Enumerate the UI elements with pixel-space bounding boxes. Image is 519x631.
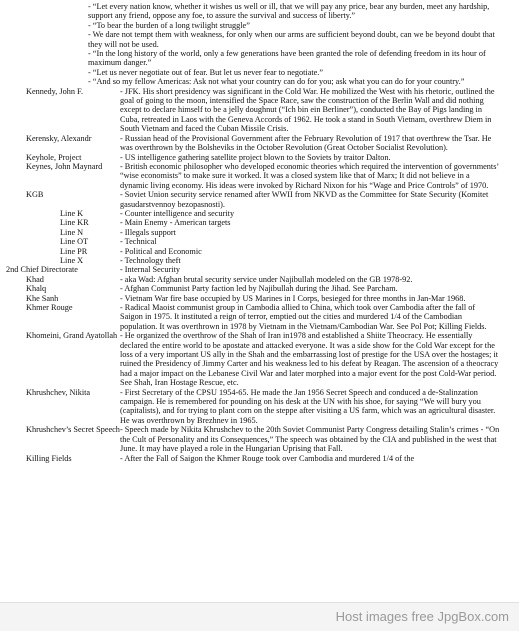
glossary-entry <box>0 275 519 284</box>
line-term: Line K <box>60 208 84 218</box>
kgb-line-entry <box>0 237 519 246</box>
glossary-entry <box>0 162 519 190</box>
entry-desc: - aka Wad: Afghan brutal security service under Najibullah modeled on the GB 1978-92. <box>120 274 413 284</box>
entry-term: Kennedy, John F. <box>26 86 84 96</box>
line-desc: - Technology theft <box>120 255 181 265</box>
glossary-entry <box>0 153 519 162</box>
entry-term: Keynes, John Maynard <box>26 161 103 171</box>
line-desc: - Main Enemy - American targets <box>120 218 231 228</box>
entry-desc: - British economic philosopher who developed economic theories which required the intervention of governments’ “wise economists” to make sure it worked. It was a closed system like that of Marx; It did not believe in a dynamic living economy. His ideas were invoked by Richard Nixon for his “Wage and Price Controls” of 1970. <box>120 161 499 190</box>
glossary-entry <box>0 303 519 331</box>
kennedy-quotes <box>88 2 508 87</box>
glossary-entry <box>0 190 519 209</box>
entry-term: Kerensky, Alexandr <box>26 133 92 143</box>
entry-term: Keyhole, Project <box>26 152 82 162</box>
glossary-entry <box>0 388 519 426</box>
line-term: Line N <box>60 227 84 237</box>
entry-desc: - Radical Maoist communist group in Cambodia allied to China, which took over Cambodia after the fall of Saigon in 1975. It instituted a reign of terror, emptied out the cities and murdered 1/4 of the Cambodian population. It was overthrown in 1978 by Vietnam in the Vietnam/Cambodian War. See Pol Pot; Killing Fields. <box>120 303 487 331</box>
entry-term: Khomeini, Grand Ayatollah <box>26 331 118 341</box>
line-desc: - Illegals support <box>120 227 176 237</box>
kgb-line-entry <box>0 218 519 227</box>
entry-term: Khrushchev, Nikita <box>26 387 91 397</box>
watermark-bar <box>0 602 519 631</box>
entry-desc: - After the Fall of Saigon the Khmer Rouge took over Cambodia and murdered 1/4 of the <box>120 453 415 463</box>
quote-line: - “And so my fellow Americas: Ask not what your country can do for you; ask what you can do for your country.” <box>88 77 465 87</box>
watermark-text: Host images free JpgBox.com <box>335 609 509 624</box>
line-term: Line X <box>60 255 84 265</box>
quote-line: - We dare not tempt them with weakness, for only when our arms are sufficient beyond doubt, can we be beyond doubt that they will not be used. <box>88 30 495 49</box>
quote-line: - “Let us never negotiate out of fear. But let us never fear to negotiate.” <box>88 67 324 77</box>
entry-desc: - Speech made by Nikita Khrushchev to the 20th Soviet Communist Party Congress detailing Stalin’s crimes - “On the Cult of Personality and its Consequences,” The speech was obtained by the CIA and published in the west that June. It may have played a role in the Hungarian Uprising that Fall. <box>120 425 500 454</box>
glossary-entry <box>0 87 519 134</box>
quote-line: - “Let every nation know, whether it wishes us well or ill, that we will pay any price, bear any burden, meet any hardship, support any friend, oppose any foe, to assure the survival and success of liberty.” <box>88 2 490 21</box>
entry-term: Khrushchev’s Secret Speech <box>26 425 120 435</box>
entry-term: Khe Sanh <box>26 293 59 303</box>
glossary-entry <box>0 134 519 153</box>
entry-term: Khalq <box>26 284 47 294</box>
entry-desc: - Vietnam War fire base occupied by US Marines in I Corps, besieged for three months in Jan-Mar 1968. <box>120 293 466 303</box>
kgb-line-entry <box>0 209 519 218</box>
directorate-term: 2nd Chief Directorate <box>6 265 78 275</box>
entry-desc: - Soviet Union security service renamed after WWII from NKVD as the Committee for State Security (Komitet gasudarstvennoy bezopasnosti). <box>120 190 489 209</box>
kgb-line-entry <box>0 247 519 256</box>
line-term: Line KR <box>60 218 89 228</box>
entry-term: Khmer Rouge <box>26 303 73 312</box>
glossary-entry <box>0 284 519 293</box>
kgb-line-entry <box>0 256 519 265</box>
entry-desc: - JFK. His short presidency was significant in the Cold War. He mobilized the West with his rhetoric, outlined the goal of going to the moon, intensified the Space Race, saw the construction of the Berlin Wall and did nothing except to declare himself to be a jelly doughnut (“Ich bin ein Berliner”), conducted the Bay of Pigs landing in Cuba, retreated in Laos with the Geneva Accords of 1962. He took a stand in South Vietnam, overthrew Diem in South Vietnam and faced the Cuban Missile Crisis. <box>120 86 495 134</box>
kgb-line-entry <box>0 228 519 237</box>
entry-term: KGB <box>26 190 44 200</box>
line-term: Line PR <box>60 246 88 256</box>
line-desc: - Political and Economic <box>120 246 202 256</box>
kgb-directorate-entry <box>0 265 519 274</box>
quote-line: - “In the long history of the world, only a few generations have been granted the role of defending freedom in its hour of maximum danger.” <box>88 49 486 68</box>
entry-desc: - First Secretary of the CPSU 1954-65. He made the Jan 1956 Secret Speech and conduced a de-Stalinzation campaign. He is remembered for pounding on his desk at the UN with his shoe, for saying “We will bury you (capitalists), and for trying to plant corn on the steppe after visiting a US farm, which was an agricultural disaster. He was overthrown by Brezhnev in 1965. <box>120 387 496 425</box>
entry-desc: - Russian head of the Provisional Government after the February Revolution of 1917 that overthrew the Tsar. He was overthrown by the Bolsheviks in the October Revolution (Great October Socialist Revolution). <box>120 133 492 153</box>
directorate-desc: - Internal Security <box>120 265 181 275</box>
glossary-entry <box>0 294 519 303</box>
line-desc: - Technical <box>120 237 157 247</box>
entry-desc: - He organized the overthrow of the Shah of Iran in1978 and established a Shiite Theocracy. He essentially declared the entire world to be apostate and attacked everyone. It was a side show for the Cold War except for the loss of a very important US ally in the Shah and the embarrassing lost of prestige for the USA over the hostages; it ruined the Presidency of Jimmy Carter and his weakness led to his defeat by Reagan. The ascension of a theocracy had a major impact on the Lebanese Civil War and later morphed into a major event for the post Cold-War period. See Shah, Iran Hostage Rescue, etc. <box>120 331 499 388</box>
glossary-entry <box>0 454 519 463</box>
entry-desc: - Afghan Communist Party faction led by Najibullah during the Jihad. See Parcham. <box>120 284 398 294</box>
entry-desc: - US intelligence gathering satellite project blown to the Soviets by traitor Dalton. <box>120 152 391 162</box>
entry-term: Killing Fields <box>26 453 72 463</box>
quote-line: - “To bear the burden of a long twilight struggle” <box>88 20 250 30</box>
line-desc: - Counter intelligence and security <box>120 208 235 218</box>
glossary-entry <box>0 331 519 387</box>
entry-term: Khad <box>26 274 44 284</box>
glossary-entry <box>0 425 519 453</box>
line-term: Line OT <box>60 237 89 247</box>
